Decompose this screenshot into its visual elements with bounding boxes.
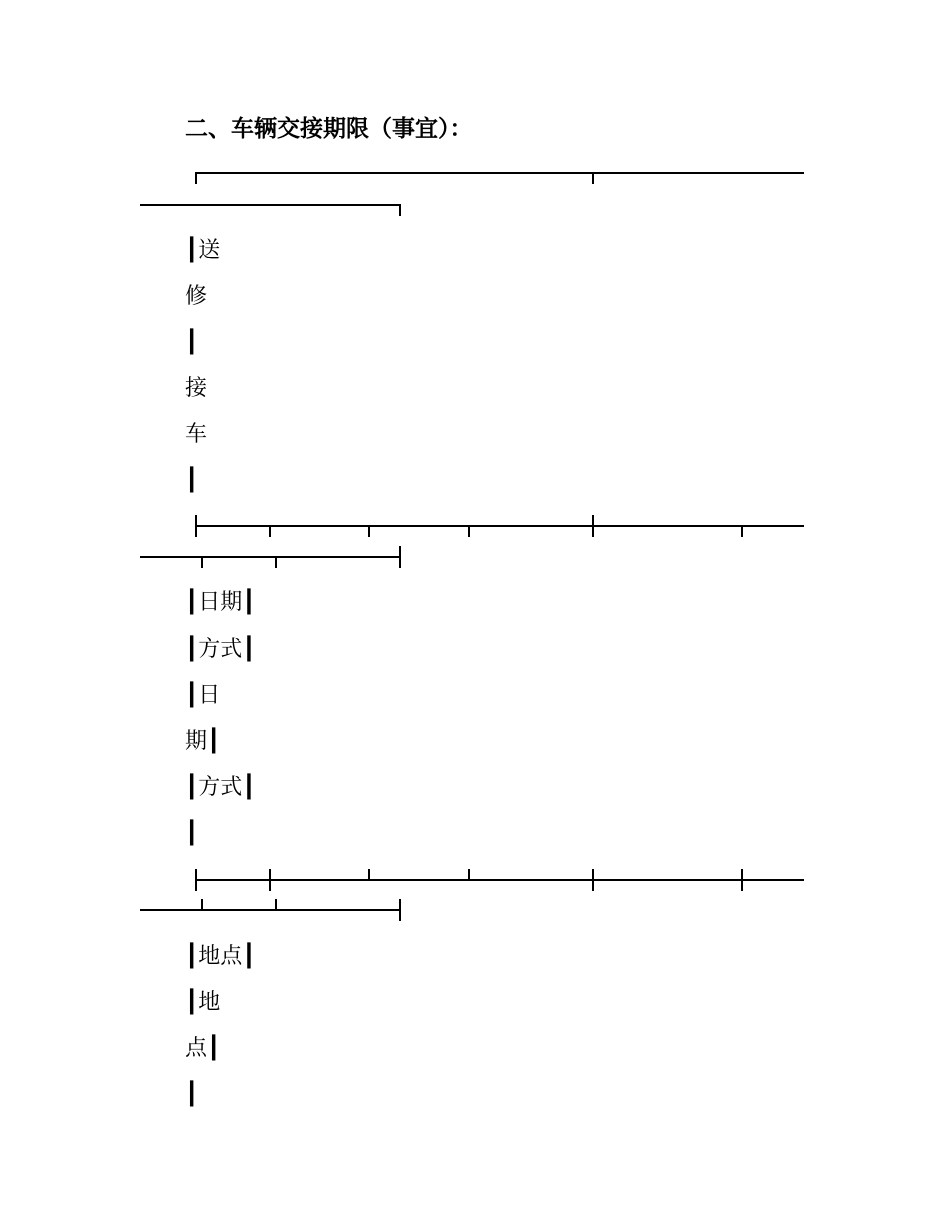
cell-divider: ┃ [185,468,199,493]
cell-text-di: ┃地 [185,990,221,1015]
cell-text-che: 车 [185,422,208,447]
cell-text-date: ┃日期┃ [185,590,256,615]
cell-text-dian: 点┃ [185,1036,221,1061]
cell-text-method: ┃方式┃ [185,637,256,662]
border-top-1 [196,173,804,184]
border-bottom-2 [140,546,400,568]
border-bottom-3 [140,899,400,921]
cell-text-qi: 期┃ [185,729,221,754]
border-bottom-1 [140,205,400,216]
cell-text-location: ┃地点┃ [185,944,256,969]
cell-divider: ┃ [185,1082,199,1107]
cell-text-ri: ┃日 [185,683,221,708]
cell-text-xiu: 修 [185,284,208,309]
cell-divider: ┃ [185,821,199,846]
cell-text-jie: 接 [185,376,208,401]
cell-divider: ┃ [185,330,199,355]
cell-text-method: ┃方式┃ [185,775,256,800]
cell-text-song: ┃送 [185,238,221,263]
section-heading: 二、车辆交接期限（事宜）： [185,115,473,142]
